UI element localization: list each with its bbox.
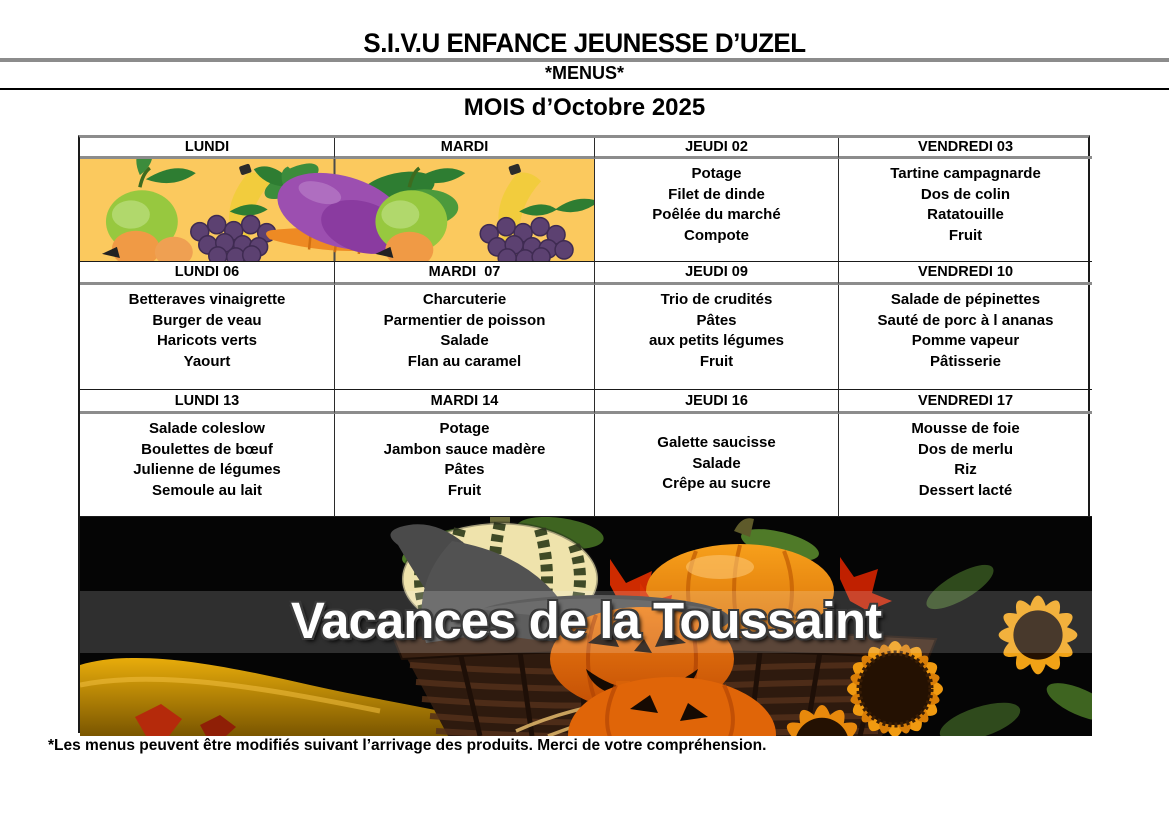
- toussaint-banner-text: Vacances de la Toussaint: [290, 591, 882, 649]
- menu-item: Pâtes: [696, 311, 737, 329]
- menu-item: Potage: [691, 165, 742, 182]
- day-header-label: MARDI 14: [430, 392, 499, 409]
- day-header-lundi-06: [80, 262, 335, 285]
- menu-cell-vendredi-17: [839, 414, 1092, 517]
- menu-item: Tartine campagnarde: [890, 165, 1041, 182]
- day-header-lundi: [80, 138, 335, 159]
- menu-item: Salade: [440, 332, 489, 349]
- day-header-label: LUNDI: [184, 139, 230, 155]
- menus-subtitle: *MENUS*: [544, 63, 624, 83]
- day-header-label: JEUDI 16: [685, 392, 748, 409]
- menu-item: Flan au caramel: [407, 352, 522, 370]
- menu-item: Haricots verts: [156, 332, 258, 349]
- day-header-vendredi-17: [839, 390, 1092, 414]
- day-header-label: JEUDI 02: [685, 139, 748, 155]
- menu-cell-vendredi-10: [839, 285, 1092, 390]
- menu-cell-mardi-14: [335, 414, 595, 517]
- menu-item: Poêlée du marché: [652, 206, 781, 223]
- menu-cell-vendredi-03: [839, 159, 1092, 262]
- menu-item: Riz: [954, 461, 977, 478]
- menu-item: Sauté de porc à l ananas: [877, 311, 1054, 329]
- day-header-label: VENDREDI 17: [917, 392, 1014, 409]
- menu-item: Pâtisserie: [930, 352, 1001, 370]
- menu-item: Pâtes: [444, 461, 485, 478]
- fruit-band-graphic: [80, 159, 594, 261]
- horizontal-rule-black: [0, 88, 1169, 90]
- menu-item: Fruit: [699, 352, 734, 370]
- menu-item: Ratatouille: [927, 206, 1004, 223]
- menu-item: Fruit: [447, 481, 482, 499]
- menu-item: Salade: [692, 454, 741, 472]
- day-header-jeudi-02: [595, 138, 839, 159]
- menu-item: Galette saucisse: [657, 434, 776, 451]
- menu-item: Jambon sauce madère: [383, 440, 546, 458]
- menu-item: aux petits légumes: [648, 332, 785, 349]
- day-header-mardi: [335, 138, 595, 159]
- day-header-jeudi-09: [595, 262, 839, 285]
- menu-item: Dessert lacté: [918, 481, 1013, 499]
- menu-item: Pomme vapeur: [911, 332, 1020, 349]
- menu-cell-lundi-13: [80, 414, 335, 517]
- menu-item: Compote: [684, 226, 749, 244]
- menu-item: Potage: [439, 420, 490, 437]
- menu-cell-jeudi-16: [595, 414, 839, 517]
- day-header-label: LUNDI 13: [174, 392, 240, 409]
- menu-item: Semoule au lait: [151, 481, 263, 499]
- menu-item: Betteraves vinaigrette: [128, 291, 286, 308]
- menu-item: Julienne de légumes: [133, 461, 281, 478]
- footer-note: *Les menus peuvent être modifiés suivant l’arrivage des produits. Merci de votre compréhension.: [48, 737, 767, 754]
- menu-cell-lundi-06: [80, 285, 335, 390]
- menu-item: Dos de merlu: [917, 440, 1014, 458]
- day-header-vendredi-10: [839, 262, 1092, 285]
- menu-item: Charcuterie: [422, 291, 507, 308]
- menu-item: Yaourt: [183, 352, 231, 370]
- menu-cell-jeudi-02: [595, 159, 839, 262]
- page-title: S.I.V.U ENFANCE JEUNESSE D’UZEL: [363, 28, 806, 58]
- day-header-label: MARDI 07: [428, 264, 501, 280]
- day-header-label: VENDREDI 03: [917, 139, 1014, 155]
- menu-item: Parmentier de poisson: [383, 311, 546, 329]
- menu-item: Crêpe au sucre: [662, 475, 771, 492]
- menu-item: Dos de colin: [920, 185, 1011, 203]
- menu-item: Salade coleslow: [149, 420, 265, 437]
- day-header-label: LUNDI 06: [174, 264, 240, 280]
- menu-item: Trio de crudités: [660, 291, 773, 308]
- day-header-vendredi-03: [839, 138, 1092, 159]
- month-title: MOIS d’Octobre 2025: [463, 94, 706, 121]
- menu-item: Salade de pépinettes: [890, 291, 1041, 308]
- menu-item: Mousse de foie: [911, 420, 1020, 437]
- menu-table: [78, 135, 1090, 733]
- menu-cell-jeudi-09: [595, 285, 839, 390]
- day-header-label: JEUDI 09: [685, 264, 748, 280]
- day-header-label: MARDI: [440, 139, 489, 155]
- toussaint-holiday-photo: [80, 517, 1092, 736]
- day-header-label: VENDREDI 10: [917, 264, 1014, 280]
- day-header-mardi-14: [335, 390, 595, 414]
- fruits-vegetables-illustration: [80, 159, 595, 262]
- menu-cell-mardi-07: [335, 285, 595, 390]
- horizontal-rule-gray: [0, 58, 1169, 62]
- menu-item: Burger de veau: [152, 311, 262, 329]
- day-header-jeudi-16: [595, 390, 839, 414]
- day-header-lundi-13: [80, 390, 335, 414]
- day-header-mardi-07: [335, 262, 595, 285]
- menu-item: Fruit: [948, 226, 983, 244]
- menu-item: Boulettes de bœuf: [141, 440, 273, 458]
- menu-item: Filet de dinde: [668, 185, 765, 203]
